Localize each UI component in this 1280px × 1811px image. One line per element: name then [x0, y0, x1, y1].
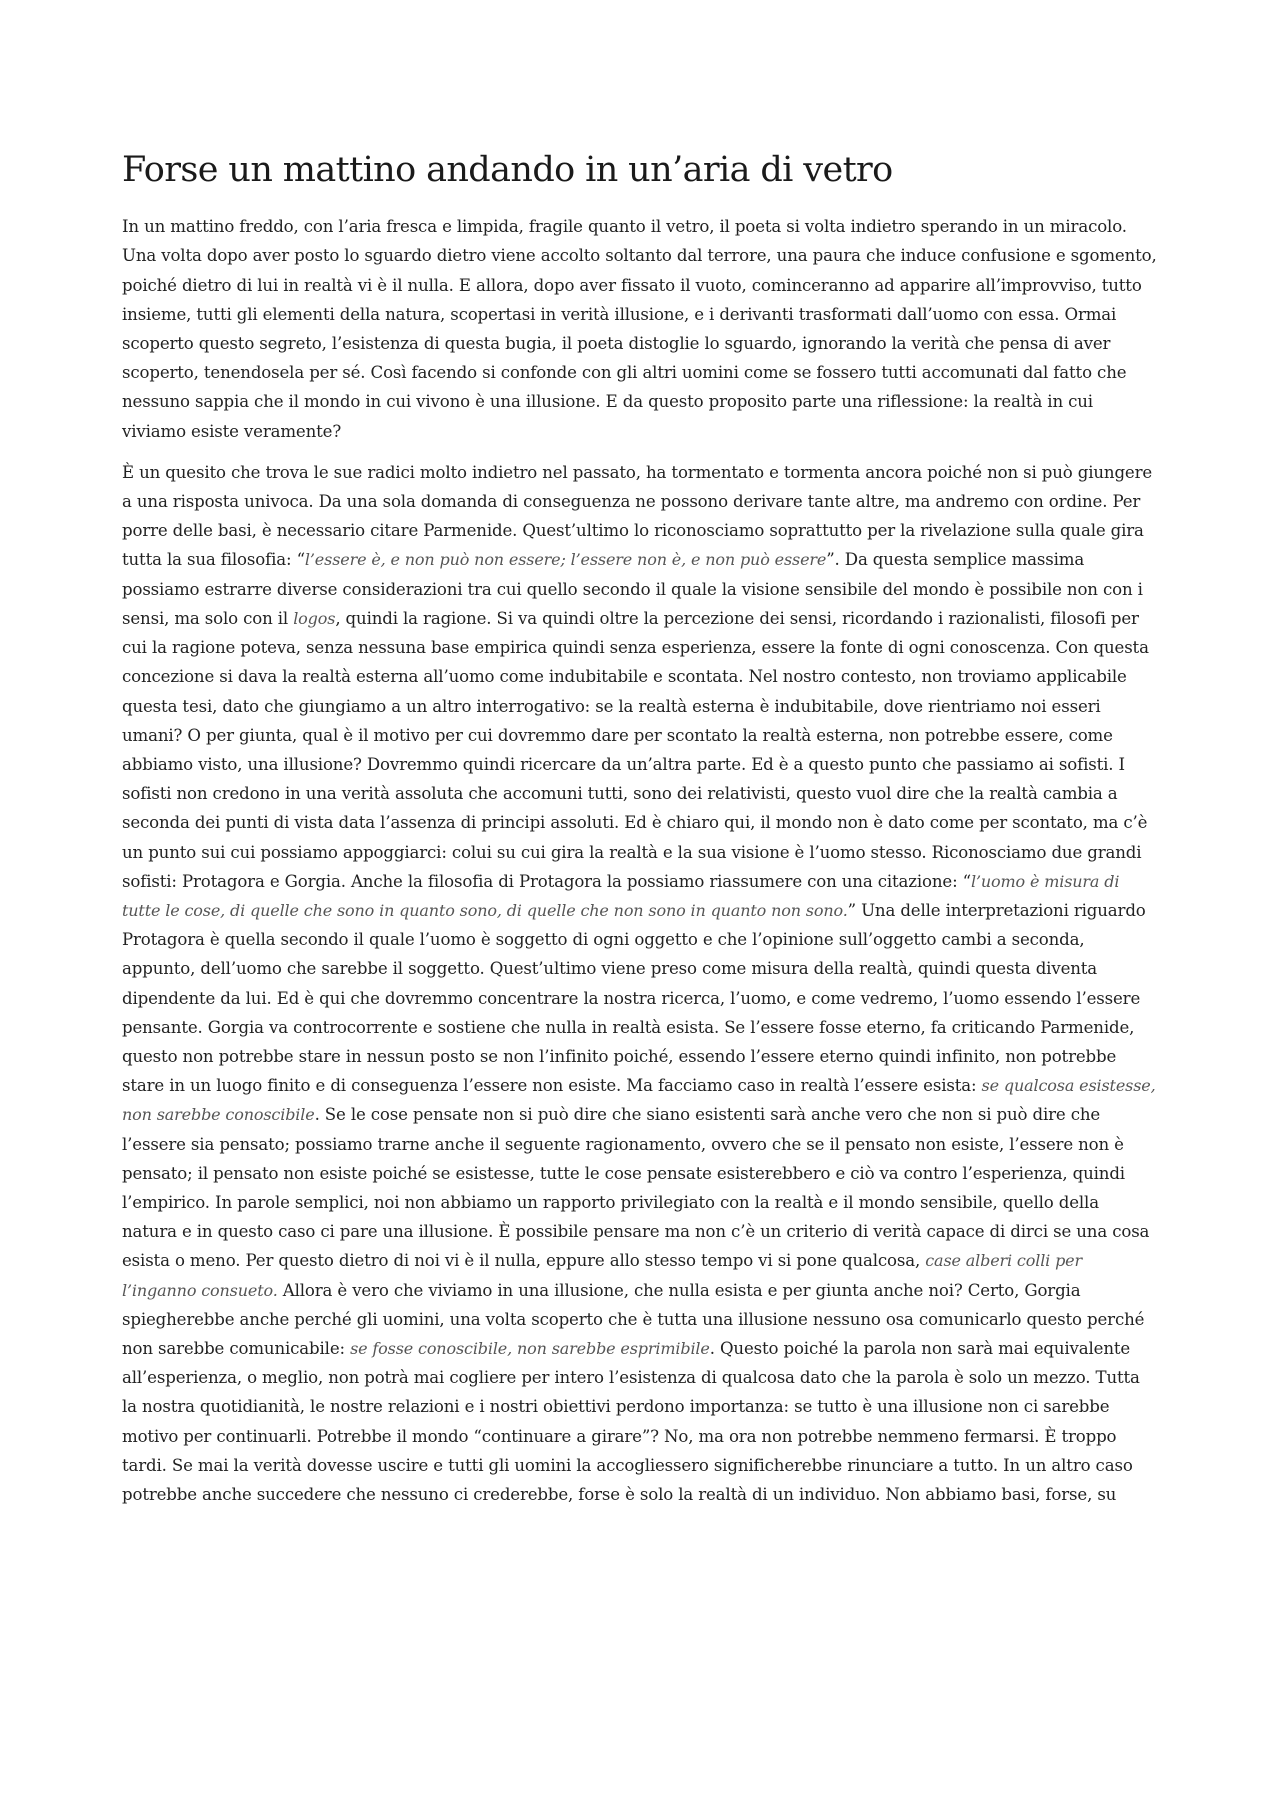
text-run: Allora è vero che viviamo in una illusione, che nulla esista e per giunta anche noi? Certo, Gorgia spiegherebbe anche perché gli uomini, una volta scoperto che è tutta una illusione nessuno osa comunicarlo questo perché non sarebbe comunicabile:: [122, 1280, 1145, 1358]
italic-quote: se qualcosa esistesse, non sarebbe conoscibile: [122, 1076, 1156, 1125]
italic-quote: logos: [293, 608, 336, 628]
italic-quote: l’uomo è misura di tutte le cose, di quelle che sono in quanto sono, di quelle che non sono in quanto non sono.: [122, 871, 1120, 920]
text-run: . Se le cose pensate non si può dire che siano esistenti sarà anche vero che non si può dire che l’essere sia pensato; possiamo trarne anche il seguente ragionamento, ovvero che se il pensato non esiste, l’essere non è pensato; il pensato non esiste poiché se esistesse, tutte le cose pensate esisterebbero e ciò va contro l’esperienza, quindi l’empirico. In parole semplici, noi non abbiamo un rapporto privilegiato con la realtà e il mondo sensibile, quello della natura e in questo caso ci pare una illusione. È possibile pensare ma non c’è un criterio di verità capace di dirci se una cosa esista o meno. Per questo dietro di noi vi è il nulla, eppure allo stesso tempo vi si pone qualcosa,: [122, 1105, 1150, 1271]
document-body: [122, 212, 1158, 1509]
text-run: È un quesito che trova le sue radici molto indietro nel passato, ha tormentato e tormenta ancora poiché non si può giungere a una risposta univoca. Da una sola domanda di conseguenza ne possono derivare tante altre, ma andremo con ordine. Per porre delle basi, è necessario citare Parmenide. Quest’ultimo lo riconosciamo soprattutto per la rivelazione sulla quale gira tutta la sua filosofia: “: [122, 462, 1153, 570]
text-run: ” Una delle interpretazioni riguardo Protagora è quella secondo il quale l’uomo è soggetto di ogni oggetto e che l’opinione sull’oggetto cambi a seconda, appunto, dell’uomo che sarebbe il soggetto. Quest’ultimo viene preso come misura della realtà, quindi questa diventa dipendente da lui. Ed è qui che dovremmo concentrare la nostra ricerca, l’uomo, e come vedremo, l’uomo essendo l’essere pensante. Gorgia va controcorrente e sostiene che nulla in realtà esista. Se l’essere fosse eterno, fa criticando Parmenide, questo non potrebbe stare in nessun posto se non l’infinito poiché, essendo l’essere eterno quindi infinito, non potrebbe stare in un luogo finito e di conseguenza l’essere non esiste. Ma facciamo caso in realtà l’essere esista:: [122, 900, 1146, 1096]
paragraph-1: [122, 212, 1158, 446]
text-run: , quindi la ragione. Si va quindi oltre la percezione dei sensi, ricordando i razionalisti, filosofi per cui la ragione poteva, senza nessuna base empirica quindi senza esperienza, essere la fonte di ogni conoscenza. Con questa concezione si dava la realtà esterna all’uomo come indubitabile e scontata. Nel nostro contesto, non troviamo applicabile questa tesi, dato che giungiamo a un altro interrogativo: se la realtà esterna è indubitabile, dove rientriamo noi esseri umani? O per giunta, qual è il motivo per cui dovremmo dare per scontato la realtà esterna, non potrebbe essere, come abbiamo visto, una illusione? Dovremmo quindi ricercare da un’altra parte. Ed è a questo punto che passiamo ai sofisti. I sofisti non credono in una verità assoluta che accomuni tutti, sono dei relativisti, questo vuol dire che la realtà cambia a seconda dei punti di vista data l’assenza di principi assoluti. Ed è chiaro qui, il mondo non è dato come per scontato, ma c’è un punto sui cui possiamo appoggiarci: colui su cui gira la realtà e la sua visione è l’uomo stesso. Riconosciamo due grandi sofisti: Protagora e Gorgia. Anche la filosofia di Protagora la possiamo riassumere con una citazione: “: [122, 608, 1149, 891]
text-run: ”. Da questa semplice massima possiamo estrarre diverse considerazioni tra cui quello secondo il quale la visione sensibile del mondo è possibile non con i sensi, ma solo con il: [122, 550, 1143, 628]
paragraph-2: [122, 458, 1158, 1509]
italic-quote: case alberi colli per l’inganno consueto.: [122, 1251, 1082, 1300]
italic-quote: se fosse conoscibile, non sarebbe esprimibile: [350, 1338, 710, 1358]
document-page: [122, 150, 1158, 1521]
text-run: . Questo poiché la parola non sarà mai equivalente all’esperienza, o meglio, non potrà mai cogliere per intero l’esistenza di qualcosa dato che la parola è solo un mezzo. Tutta la nostra quotidianità, le nostre relazioni e i nostri obiettivi perdono importanza: se tutto è una illusione non ci sarebbe motivo per continuarli. Potrebbe il mondo “continuare a girare”? No, ma ora non potrebbe nemmeno fermarsi. È troppo tardi. Se mai la verità dovesse uscire e tutti gli uomini la accogliessero significherebbe rinunciare a tutto. In un altro caso potrebbe anche succedere che nessuno ci crederebbe, forse è solo la realtà di un individuo. Non abbiamo basi, forse, su: [122, 1338, 1140, 1504]
text-run: In un mattino freddo, con l’aria fresca e limpida, fragile quanto il vetro, il poeta si volta indietro sperando in un miracolo. Una volta dopo aver posto lo sguardo dietro viene accolto soltanto dal terrore, una paura che induce confusione e sgomento, poiché dietro di lui in realtà vi è il nulla. E allora, dopo aver fissato il vuoto, cominceranno ad apparire all’improvviso, tutto insieme, tutti gli elementi della natura, scopertasi in verità illusione, e i derivanti trasformati dall’uomo con essa. Ormai scoperto questo segreto, l’esistenza di questa bugia, il poeta distoglie lo sguardo, ignorando la verità che pensa di aver scoperto, tenendosela per sé. Così facendo si confonde con gli altri uomini come se fossero tutti accomunati dal fatto che nessuno sappia che il mondo in cui vivono è una illusione. E da questo proposito parte una riflessione: la realtà in cui viviamo esiste veramente?: [122, 217, 1157, 441]
document-title: Forse un mattino andando in un’aria di vetro: [122, 150, 893, 190]
italic-quote: l’essere è, e non può non essere; l’essere non è, e non può essere: [304, 550, 827, 570]
